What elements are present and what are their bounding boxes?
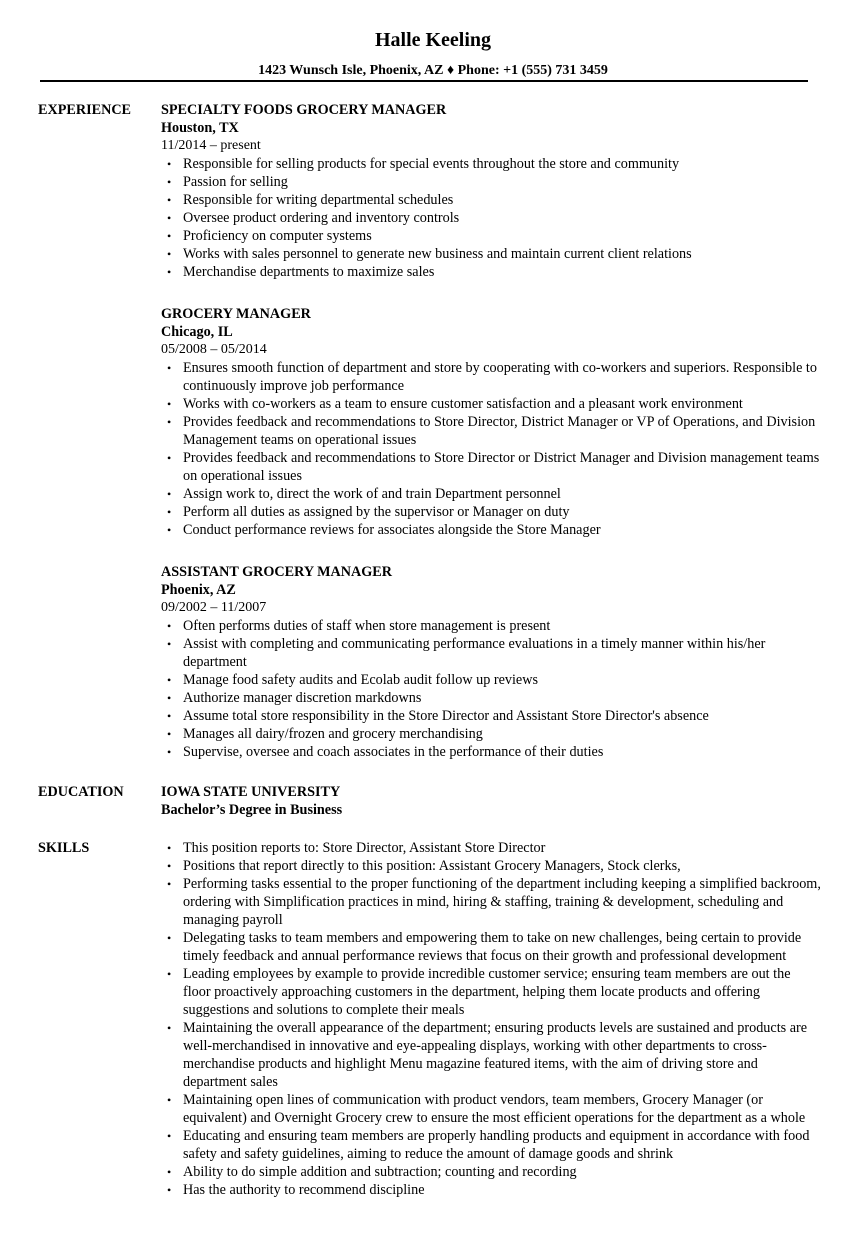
job-dates: 05/2008 – 05/2014	[161, 342, 267, 357]
job-location: Phoenix, AZ	[161, 582, 236, 598]
list-item: • Maintaining open lines of communication with product vendors, team members, Grocery Manager (or equivalent) and Overnight Grocery crew to ensure the most efficient operations for the department as a whole	[161, 1091, 821, 1127]
list-item: • Provides feedback and recommendations to Store Director or District Manager and Division management teams on operational issues	[161, 449, 821, 485]
job-location: Houston, TX	[161, 120, 239, 136]
skills-heading: SKILLS	[38, 840, 90, 856]
school-name: IOWA STATE UNIVERSITY	[161, 784, 341, 800]
list-item: • Positions that report directly to this position: Assistant Grocery Managers, Stock clerks,	[161, 857, 821, 875]
list-item: • Works with sales personnel to generate new business and maintain current client relations	[161, 245, 821, 263]
job-dates: 09/2002 – 11/2007	[161, 600, 267, 615]
list-item: • Assume total store responsibility in the Store Director and Assistant Store Director's absence	[161, 707, 821, 725]
list-item: • Ensures smooth function of department and store by cooperating with co-workers and superiors. Responsible to continuously improve job performance	[161, 359, 821, 395]
experience-body	[161, 101, 821, 785]
list-item: • Ability to do simple addition and subtraction; counting and recording	[161, 1163, 821, 1181]
skills-body	[161, 839, 821, 1199]
list-item: • Supervise, oversee and coach associates in the performance of their duties	[161, 743, 821, 761]
job-location: Chicago, IL	[161, 324, 233, 340]
list-item: • Maintaining the overall appearance of the department; ensuring products levels are sustained and products are well-merchandised in innovative and eye-appealing displays, working with other departments to cross-merchandise products and highlight Menu magazine featured items, with the aim of driving store and department sales	[161, 1019, 821, 1091]
job-dates: 11/2014 – present	[161, 138, 261, 153]
list-item: • Often performs duties of staff when store management is present	[161, 617, 821, 635]
job-entry	[161, 563, 821, 761]
job-title: SPECIALTY FOODS GROCERY MANAGER	[161, 102, 447, 118]
list-item: • Assist with completing and communicating performance evaluations in a timely manner within his/her department	[161, 635, 821, 671]
list-item: • Has the authority to recommend discipline	[161, 1181, 821, 1199]
degree: Bachelor’s Degree in Business	[161, 802, 343, 818]
list-item: • Perform all duties as assigned by the supervisor or Manager on duty	[161, 503, 821, 521]
list-item: • Manage food safety audits and Ecolab audit follow up reviews	[161, 671, 821, 689]
education-heading: EDUCATION	[38, 784, 124, 800]
job-entry	[161, 101, 821, 281]
resume-name: Halle Keeling	[374, 29, 492, 51]
list-item: • Works with co-workers as a team to ensure customer satisfaction and a pleasant work environment	[161, 395, 821, 413]
list-item: • Manages all dairy/frozen and grocery merchandising	[161, 725, 821, 743]
list-item: • Conduct performance reviews for associates alongside the Store Manager	[161, 521, 821, 539]
list-item: • This position reports to: Store Director, Assistant Store Director	[161, 839, 821, 857]
list-item: • Passion for selling	[161, 173, 821, 191]
list-item: • Responsible for writing departmental schedules	[161, 191, 821, 209]
job-bullets	[161, 617, 821, 761]
list-item: • Authorize manager discretion markdowns	[161, 689, 821, 707]
list-item: • Assign work to, direct the work of and train Department personnel	[161, 485, 821, 503]
header-divider	[40, 80, 808, 82]
list-item: • Leading employees by example to provide incredible customer service; ensuring team members are out the floor proactively approaching customers in the department, helping them locate products and offering suggestions and solutions to complete their meals	[161, 965, 821, 1019]
job-title: ASSISTANT GROCERY MANAGER	[161, 564, 393, 580]
job-bullets	[161, 155, 821, 281]
list-item: • Merchandise departments to maximize sales	[161, 263, 821, 281]
experience-heading: EXPERIENCE	[38, 102, 132, 118]
list-item: • Responsible for selling products for special events throughout the store and community	[161, 155, 821, 173]
contact-line: 1423 Wunsch Isle, Phoenix, AZ ♦ Phone: +1 (555) 731 3459	[258, 63, 608, 78]
skills-list	[161, 839, 821, 1199]
list-item: • Educating and ensuring team members are properly handling products and equipment in accordance with food safety and safety guidelines, aiming to reduce the amount of damage goods and shrink	[161, 1127, 821, 1163]
list-item: • Provides feedback and recommendations to Store Director, District Manager or VP of Operations, and Division Management teams on operational issues	[161, 413, 821, 449]
list-item: • Proficiency on computer systems	[161, 227, 821, 245]
job-entry	[161, 305, 821, 539]
education-body	[161, 783, 821, 819]
job-bullets	[161, 359, 821, 539]
list-item: • Delegating tasks to team members and empowering them to take on new challenges, being certain to provide timely feedback and annual performance reviews that focus on their growth and professional development	[161, 929, 821, 965]
list-item: • Performing tasks essential to the proper functioning of the department including keeping a simplified backroom, ordering with Simplification practices in mind, hiring & staffing, training & development, scheduling and managing payroll	[161, 875, 821, 929]
job-title: GROCERY MANAGER	[161, 306, 311, 322]
list-item: • Oversee product ordering and inventory controls	[161, 209, 821, 227]
